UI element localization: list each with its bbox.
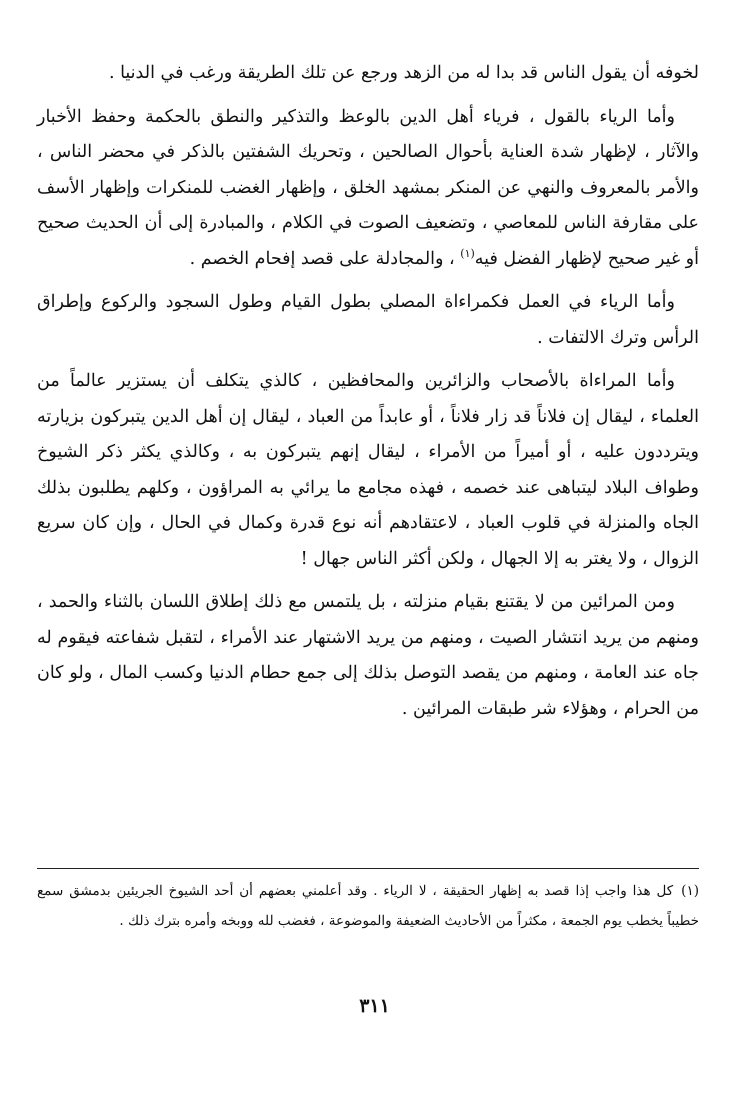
footnote [37,876,699,936]
footnote-divider [37,868,699,869]
paragraph-muraeen: ومن المرائين من لا يقتنع بقيام منزلته ، بل يلتمس مع ذلك إطلاق اللسان بالثناء والحمد ، ومنهم من يريد انتشار الصيت ، ومنهم من يريد الاشتهار عند الأمراء ، لتقبل شفاعته فيقوم له جاه عند العامة ، ومنهم من يقصد التوصل بذلك إلى جمع حطام الدنيا وكسب المال ، ولو كان من الحرام ، وهؤلاء شر طبقات المرائين . [37,592,699,719]
paragraph-riya-speech-text: وأما الرياء بالقول ، فرياء أهل الدين بالوعظ والتذكير والنطق بالحكمة وحفظ الأخبار والآثار ، لإظهار شدة العناية بأحوال الصالحين ، وتحريك الشفتين بالذكر في محضر الناس ، والأمر بالمعروف والنهي عن المنكر بمشهد الخلق ، وإظهار الغضب للمنكرات وإظهار الأسف على مقارفة الناس للمعاصي ، وتضعيف الصوت في الكلام ، والمبادرة إلى أن الحديث صحيح أو غير صحيح لإظهار الفضل فيه [37,106,699,269]
paragraph-continuation: لخوفه أن يقول الناس قد بدا له من الزهد ورجع عن تلك الطريقة ورغب في الدنيا . [108,63,699,83]
page-number: ٣١١ [359,995,390,1017]
footnote-text: كل هذا واجب إذا قصد به إظهار الحقيقة ، لا الرياء . وقد أعلمني بعضهم أن أحد الشيوخ الجريئين بدمشق سمع خطيباً يخطب يوم الجمعة ، مكثراً من الأحاديث الضعيفة والموضوعة ، فغضب لله ووبخه وأمره بترك ذلك . [37,883,699,929]
paragraph-riya-speech [37,100,699,278]
page-body [37,56,699,727]
paragraph-riya-companions: وأما المراءاة بالأصحاب والزائرين والمحافظين ، كالذي يتكلف أن يستزير عالماً من العلماء ، ليقال إن فلاناً قد زار فلاناً ، أو عابداً من العباد ، ليقال إن أهل الدين يتبركون بزيارته ويترددون عليه ، أو أميراً من الأمراء ، ليقال إنهم يتبركون به ، وكالذي يكثر ذكر الشيوخ وطواف البلاد ليتباهى عند خصمه ، فهذه مجامع ما يرائي به المراؤون ، وكلهم يطلبون بذلك الجاه والمنزلة في قلوب العباد ، لاعتقادهم أنه نوع قدرة وكمال في الحال ، وإن كان سريع الزوال ، ولا يغتر به إلا الجهال ، ولكن أكثر الناس جهال ! [37,371,699,569]
paragraph-riya-action: وأما الرياء في العمل فكمراءاة المصلي بطول القيام وطول السجود والركوع وإطراق الرأس وترك الالتفات . [37,292,699,348]
footnote-number: (١) [681,883,699,899]
paragraph-riya-speech-tail: ، والمجادلة على قصد إفحام الخصم . [189,248,461,269]
footnote-reference[interactable]: (١) [460,246,475,260]
